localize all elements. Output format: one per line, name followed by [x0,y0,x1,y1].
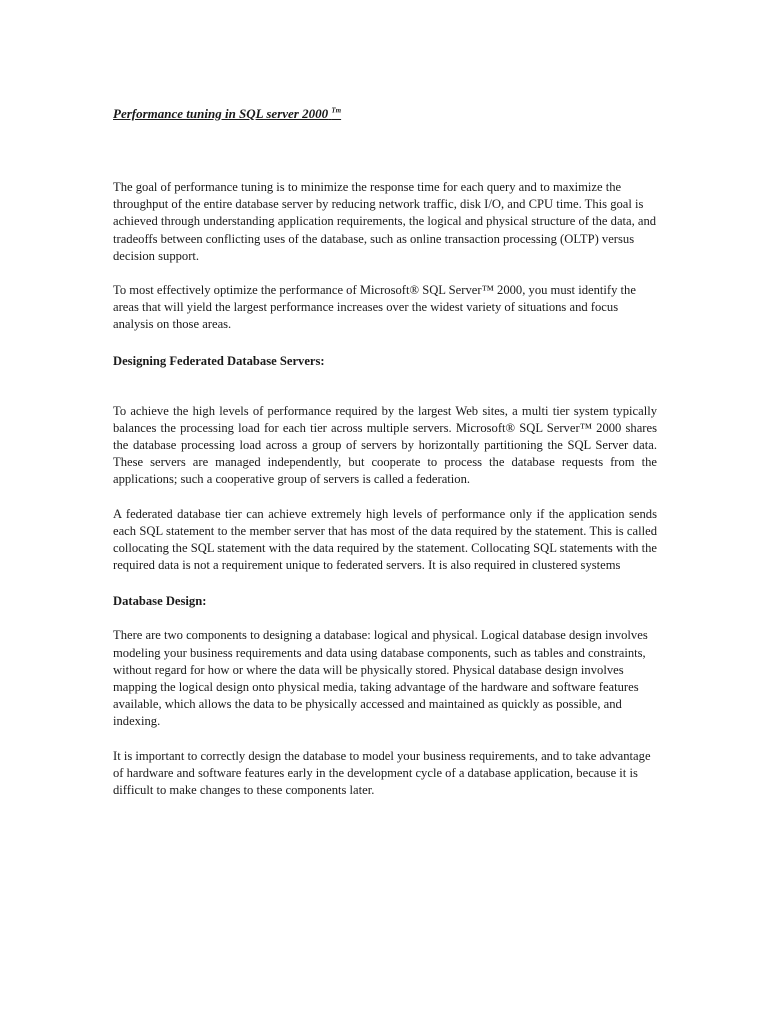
document-page [113,105,657,799]
document-title [113,105,657,123]
paragraph-design-1: There are two components to designing a database: logical and physical. Logical database design involves modeling your business requirements and data using database components, such as tables and constraints, without regard for how or where the data will be physically stored. Physical database design involves mapping the logical design onto physical media, taking advantage of the hardware and software features available, which allows the data to be physically accessed and maintained as quickly as possible, and indexing. [113,628,648,729]
heading-federated-servers: Designing Federated Database Servers: [113,353,325,368]
trademark-superscript: Tm [331,106,342,115]
paragraph-optimize: To most effectively optimize the performance of Microsoft® SQL Server™ 2000, you must identify the areas that will yield the largest performance increases over the widest variety of situations and focus analysis on those areas. [113,283,636,332]
document-title-text: Performance tuning in SQL server 2000 [113,106,329,121]
paragraph-federated-1: To achieve the high levels of performance required by the largest Web sites, a multi tier system typically balances the processing load for each tier across multiple servers. Microsoft® SQL Server™ 2000 shares the database processing load across a group of servers by horizontally partitioning the SQL Server data. These servers are managed independently, but cooperate to process the database requests from the applications; such a cooperative group of servers is called a federation. [113,403,657,487]
paragraph-design-2: It is important to correctly design the database to model your business requirements, and to take advantage of hardware and software features early in the development cycle of a database application, because it is difficult to make changes to these components later. [113,748,651,798]
heading-database-design: Database Design: [113,594,207,609]
paragraph-federated-2: A federated database tier can achieve extremely high levels of performance only if the application sends each SQL statement to the member server that has most of the data required by the statement. This is called collocating the SQL statement with the data required by the statement. Collocating SQL statements with the required data is not a requirement unique to federated servers. It is also required in clustered systems [113,506,657,573]
paragraph-goal: The goal of performance tuning is to minimize the response time for each query and to maximize the throughput of the entire database server by reducing network traffic, disk I/O, and CPU time. This goal is achieved through understanding application requirements, the logical and physical structure of the data, and tradeoffs between conflicting uses of the database, such as online transaction processing (OLTP) versus decision support. [113,180,657,263]
